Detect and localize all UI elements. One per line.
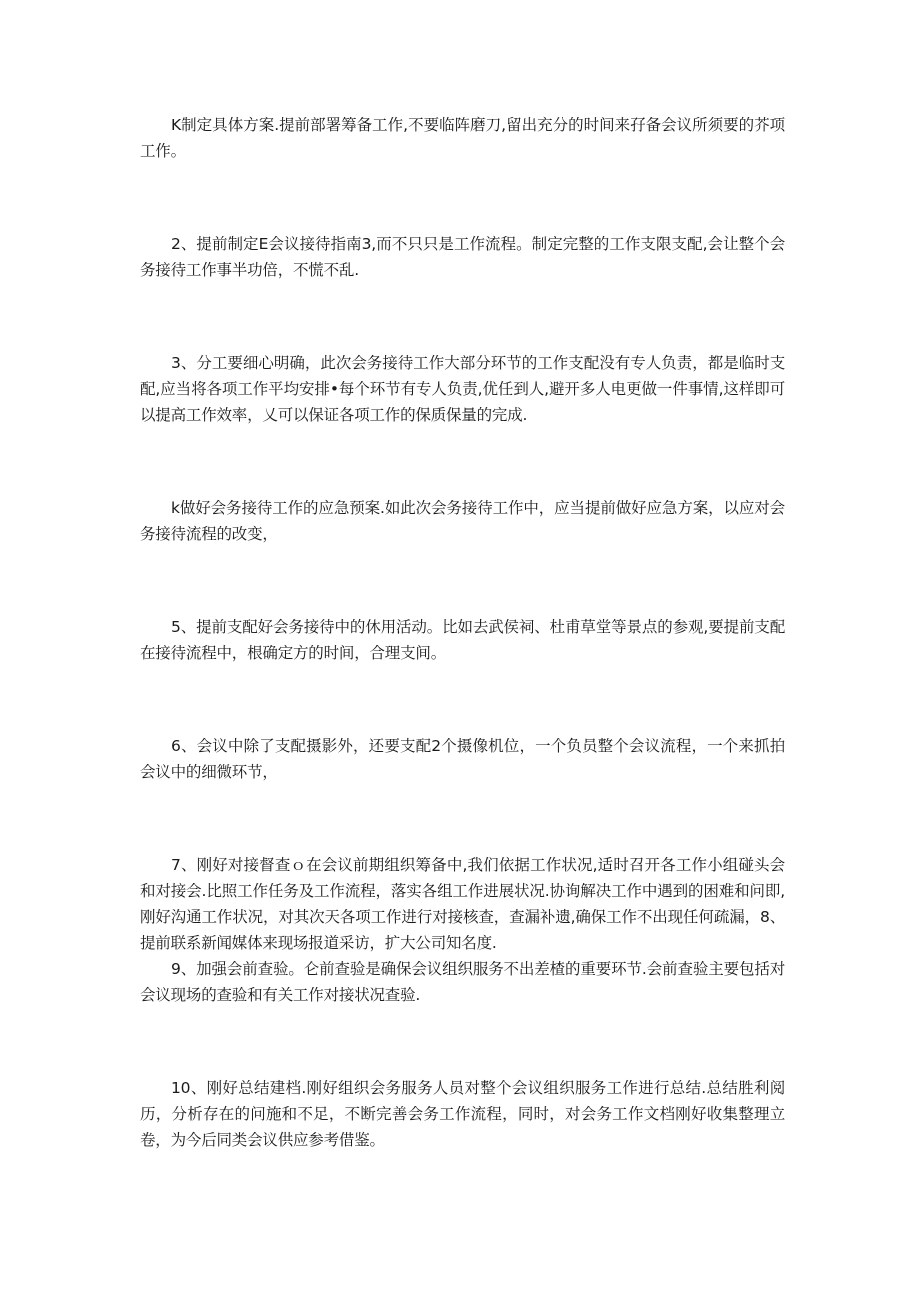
paragraph-4: k做好会务接待工作的应急预案.如此次会务接待工作中，应当提前做好应急方案，以应对会务接待流程的改变，	[140, 499, 785, 543]
paragraph-5: 5、提前支配好会务接待中的休用活动。比如去武侯祠、杜甫草堂等景点的参观,要提前支配在接待流程中，根确定方的时间，合理支间。	[140, 618, 785, 662]
paragraph-10: 10、刚好总结建档.刚好组织会务服务人员对整个会议组织服务工作进行总结.总结胜利阅历，分析存在的问施和不足，不断完善会务工作流程，同时，对会务工作文档刚好收集整理立卷，为今后同类会议供应参考借鉴。	[140, 1079, 785, 1149]
paragraph-9: 9、加强会前查验。仑前查验是确保会议组织服务不出差楂的重要环节.会前查验主要包括对会议现场的查验和有关工作对接状况查验.	[140, 960, 785, 1004]
paragraph-7: 7、刚好对接督查ｏ在会议前期组织筹备中,我们依据工作状况,适时召开各工作小组碰头会和对接会.比照工作任务及工作流程，落实各组工作进展状况.协询解决工作中遇到的困难和问即,刚好沟通工作状况，对其次天各项工作进行对接核查，查漏补遗,确保工作不出现任何疏漏，8、提前联系新闻媒体来现场报道采访，扩大公司知名度.	[140, 856, 785, 952]
paragraph-3: 3、分工要细心明确，此次会务接待工作大部分环节的工作支配没有专人负责，都是临时支配,应当将各项工作平均安排•每个环节有专人负责,优任到人,避开多人电更做一件事情,这样即可以提高工作效率，乂可以保证各项工作的保质保量的完成.	[140, 354, 785, 424]
paragraph-6: 6、会议中除了支配摄影外，还要支配2个摄像机位，一个负员整个会议流程，一个来抓拍会议中的细微环节，	[140, 737, 785, 781]
paragraph-7-group	[140, 852, 785, 1008]
paragraph-1: K制定具体方案.提前部署筹备工作,不要临阵磨刀,留出充分的时间来孖备会议所须要的芥项工作。	[140, 116, 785, 160]
paragraph-2: 2、提前制定E会议接待指南3,而不只只是工作流程。制定完整的工作支限支配,会让整个会务接待工作事半功倍，不慌不乱.	[140, 235, 785, 279]
